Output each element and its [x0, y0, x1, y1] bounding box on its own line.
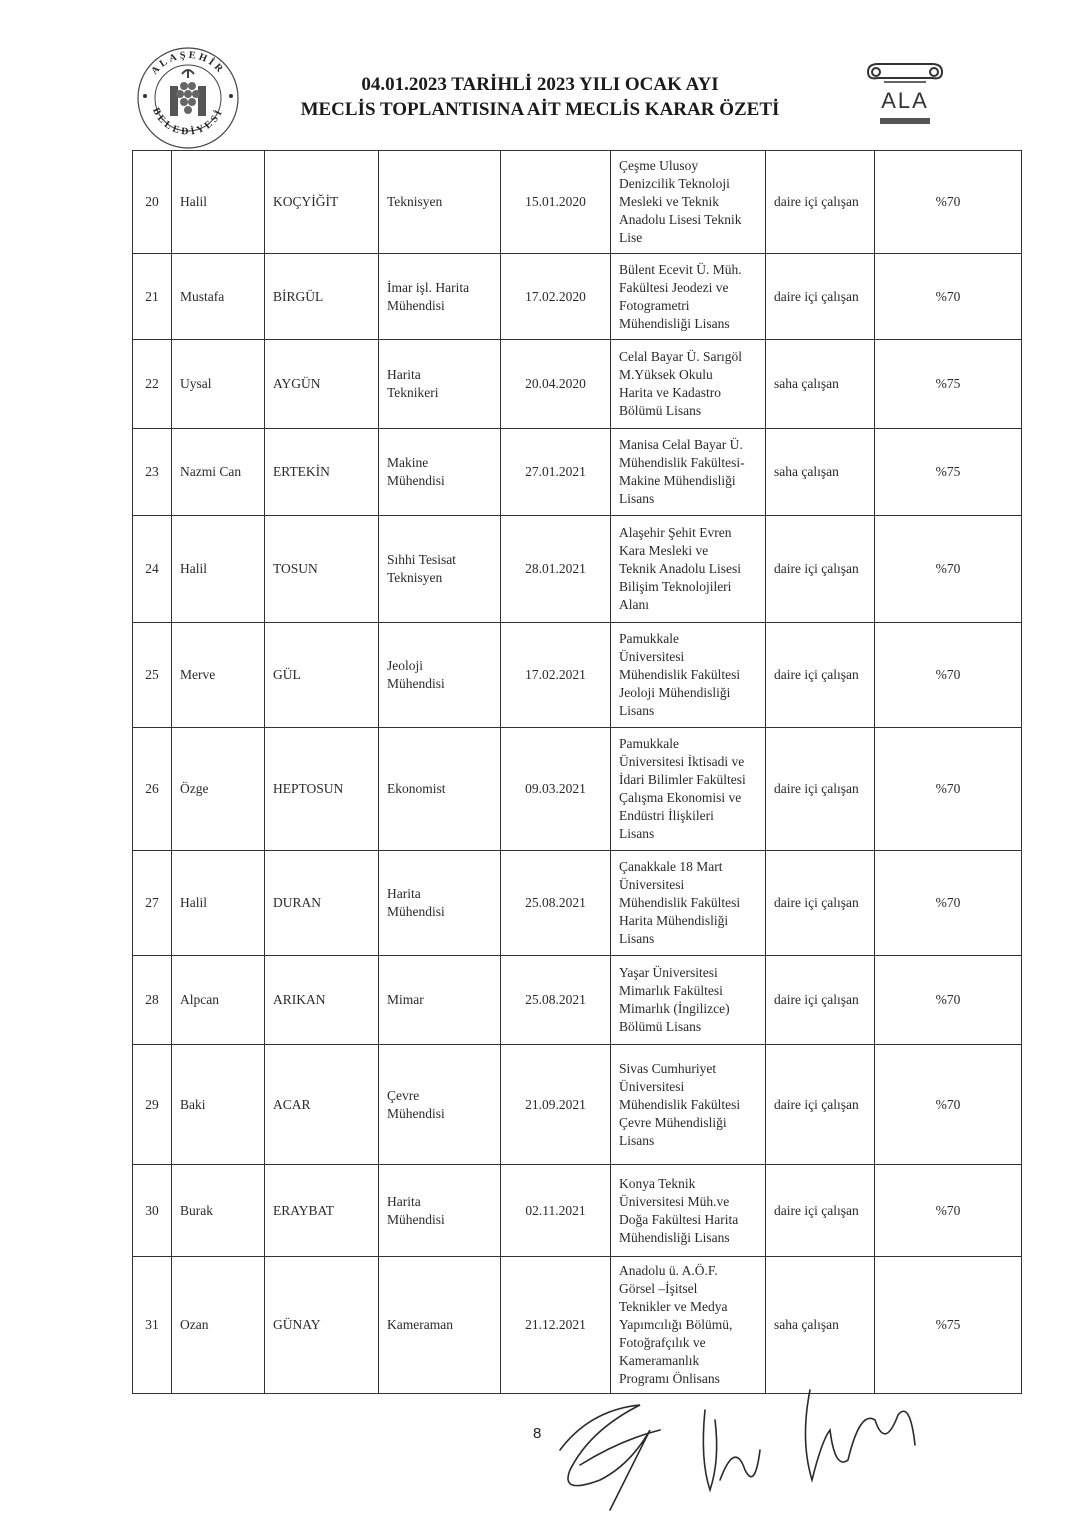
work-type-cell: daire içi çalışan [766, 516, 875, 623]
education-line: Harita Mühendisliği [619, 913, 729, 928]
education-line: Çanakkale 18 Mart [619, 859, 723, 874]
education-line: Teknik Anadolu Lisesi [619, 561, 742, 576]
education-cell [611, 851, 766, 956]
personnel-table [132, 150, 1022, 1394]
percentage-cell: %70 [875, 1045, 1022, 1165]
education-line: Fotoğrafçılık ve [619, 1335, 706, 1350]
education-line: Mimarlık Fakültesi [619, 983, 723, 998]
education-line: Üniversitesi İktisadi ve [619, 754, 745, 769]
last-name-cell: HEPTOSUN [265, 728, 379, 851]
document-title-line1: 04.01.2023 TARİHLİ 2023 YILI OCAK AYI [361, 74, 719, 95]
percentage-cell: %75 [875, 340, 1022, 429]
job-title-line: Teknisyen [387, 194, 443, 209]
last-name-cell: TOSUN [265, 516, 379, 623]
job-title-line: Harita [387, 1193, 421, 1209]
first-name-cell: Baki [172, 1045, 265, 1165]
table-row [133, 851, 1022, 956]
first-name-cell: Özge [172, 728, 265, 851]
education-line: Mühendislik Fakültesi [619, 667, 741, 682]
education-line: Üniversitesi [619, 649, 685, 664]
table-row [133, 151, 1022, 254]
work-type-cell: daire içi çalışan [766, 1165, 875, 1257]
table-row [133, 516, 1022, 623]
education-line: Anadolu Lisesi Teknik [619, 212, 742, 227]
education-line: Lisans [619, 826, 655, 841]
education-line: Kara Mesleki ve [619, 543, 709, 558]
education-line: Jeoloji Mühendisliği [619, 685, 731, 700]
education-line: Fotogrametri [619, 297, 690, 313]
last-name-cell: KOÇYİĞİT [265, 151, 379, 254]
education-line: Mimarlık (İngilizce) [619, 1001, 730, 1016]
percentage-cell: %70 [875, 623, 1022, 728]
row-number-cell: 22 [133, 340, 172, 429]
education-line: Lisans [619, 703, 655, 718]
row-number-cell: 20 [133, 151, 172, 254]
education-cell [611, 728, 766, 851]
first-name-cell: Halil [172, 151, 265, 254]
education-line: Çeşme Ulusoy [619, 158, 699, 173]
row-number-cell: 25 [133, 623, 172, 728]
job-title-line: Teknisyen [387, 570, 443, 585]
education-line: Yapımcılığı Bölümü, [619, 1317, 733, 1332]
first-name-cell: Merve [172, 623, 265, 728]
education-line: Kameramanlık [619, 1353, 700, 1368]
education-line: Görsel –İşitsel [619, 1281, 698, 1296]
job-title-cell [379, 516, 501, 623]
last-name-cell: ERTEKİN [265, 429, 379, 516]
education-line: Denizcilik Teknoloji [619, 176, 730, 191]
education-cell [611, 1165, 766, 1257]
job-title-line: Mühendisi [387, 1211, 445, 1227]
education-line: Bilişim Teknolojileri [619, 579, 732, 594]
job-title-line: Jeoloji [387, 658, 423, 673]
education-line: Mühendislik Fakültesi [619, 1096, 741, 1112]
education-line: Programı Önlisans [619, 1371, 720, 1386]
start-date-cell: 17.02.2020 [501, 254, 611, 340]
education-line: Mesleki ve Teknik [619, 194, 720, 209]
work-type-cell: saha çalışan [766, 1257, 875, 1394]
job-title-line: İmar işl. Harita [387, 279, 470, 295]
svg-text:ALAŞEHİR: ALAŞEHİR [149, 49, 227, 77]
percentage-cell: %70 [875, 956, 1022, 1045]
education-line: Bülent Ecevit Ü. Müh. [619, 261, 742, 277]
work-type-cell: daire içi çalışan [766, 851, 875, 956]
percentage-cell: %70 [875, 1165, 1022, 1257]
job-title-line: Kameraman [387, 1317, 453, 1332]
education-line: Manisa Celal Bayar Ü. [619, 437, 743, 452]
row-number-cell: 26 [133, 728, 172, 851]
job-title-cell [379, 340, 501, 429]
education-line: Üniversitesi [619, 877, 685, 892]
last-name-cell: GÜL [265, 623, 379, 728]
job-title-line: Çevre [387, 1087, 420, 1103]
start-date-cell: 17.02.2021 [501, 623, 611, 728]
education-line: Üniversitesi Müh.ve [619, 1193, 730, 1209]
job-title-cell [379, 1165, 501, 1257]
education-line: Anadolu ü. A.Ö.F. [619, 1263, 718, 1278]
education-line: Alaşehir Şehit Evren [619, 525, 732, 540]
education-line: Bölümü Lisans [619, 403, 702, 418]
start-date-cell: 02.11.2021 [501, 1165, 611, 1257]
first-name-cell: Halil [172, 516, 265, 623]
start-date-cell: 28.01.2021 [501, 516, 611, 623]
education-line: Lisans [619, 931, 655, 946]
education-cell [611, 1045, 766, 1165]
education-line: M.Yüksek Okulu [619, 367, 713, 382]
education-line: Lisans [619, 491, 655, 506]
start-date-cell: 09.03.2021 [501, 728, 611, 851]
education-line: Çevre Mühendisliği [619, 1114, 727, 1130]
education-line: Harita ve Kadastro [619, 385, 721, 400]
education-line: Lise [619, 230, 643, 245]
job-title-cell [379, 254, 501, 340]
education-line: Çalışma Ekonomisi ve [619, 790, 742, 805]
work-type-cell: daire içi çalışan [766, 254, 875, 340]
work-type-cell: daire içi çalışan [766, 728, 875, 851]
work-type-cell: saha çalışan [766, 429, 875, 516]
last-name-cell: ARIKAN [265, 956, 379, 1045]
education-cell [611, 254, 766, 340]
ala-column-logo [862, 62, 948, 132]
education-line: Konya Teknik [619, 1175, 696, 1191]
job-title-line: Sıhhi Tesisat [387, 552, 456, 567]
education-line: Endüstri İlişkileri [619, 808, 714, 823]
job-title-cell [379, 151, 501, 254]
page-number: 8 [533, 1425, 542, 1442]
education-line: Pamukkale [619, 631, 679, 646]
start-date-cell: 21.12.2021 [501, 1257, 611, 1394]
personnel-table-body [133, 151, 1022, 1394]
start-date-cell: 15.01.2020 [501, 151, 611, 254]
education-cell [611, 623, 766, 728]
start-date-cell: 25.08.2021 [501, 956, 611, 1045]
municipality-seal-logo [134, 44, 242, 152]
percentage-cell: %70 [875, 728, 1022, 851]
first-name-cell: Nazmi Can [172, 429, 265, 516]
last-name-cell: DURAN [265, 851, 379, 956]
work-type-cell: daire içi çalışan [766, 1045, 875, 1165]
education-cell [611, 151, 766, 254]
education-line: Yaşar Üniversitesi [619, 965, 718, 980]
svg-text:ALA: ALA [881, 88, 929, 113]
work-type-cell: daire içi çalışan [766, 623, 875, 728]
percentage-cell: %70 [875, 151, 1022, 254]
job-title-line: Harita [387, 367, 421, 382]
row-number-cell: 27 [133, 851, 172, 956]
row-number-cell: 29 [133, 1045, 172, 1165]
job-title-cell [379, 429, 501, 516]
first-name-cell: Halil [172, 851, 265, 956]
job-title-line: Teknikeri [387, 385, 439, 400]
svg-text:BELEDİYESİ: BELEDİYESİ [150, 106, 226, 138]
first-name-cell: Burak [172, 1165, 265, 1257]
education-line: Üniversitesi [619, 1078, 685, 1094]
education-line: İdari Bilimler Fakültesi [619, 772, 746, 787]
last-name-cell: BİRGÜL [265, 254, 379, 340]
last-name-cell: GÜNAY [265, 1257, 379, 1394]
table-row [133, 1165, 1022, 1257]
education-cell [611, 429, 766, 516]
job-title-line: Mühendisi [387, 1105, 445, 1121]
education-line: Makine Mühendisliği [619, 473, 736, 488]
job-title-line: Mühendisi [387, 473, 445, 488]
first-name-cell: Ozan [172, 1257, 265, 1394]
job-title-cell [379, 623, 501, 728]
percentage-cell: %70 [875, 516, 1022, 623]
education-line: Celal Bayar Ü. Sarıgöl [619, 349, 742, 364]
first-name-cell: Mustafa [172, 254, 265, 340]
job-title-line: Ekonomist [387, 781, 446, 796]
education-cell [611, 340, 766, 429]
job-title-cell [379, 956, 501, 1045]
job-title-cell [379, 728, 501, 851]
percentage-cell: %75 [875, 1257, 1022, 1394]
table-row [133, 623, 1022, 728]
table-row [133, 429, 1022, 516]
education-line: Pamukkale [619, 736, 679, 751]
education-line: Bölümü Lisans [619, 1019, 702, 1034]
start-date-cell: 21.09.2021 [501, 1045, 611, 1165]
work-type-cell: daire içi çalışan [766, 151, 875, 254]
start-date-cell: 20.04.2020 [501, 340, 611, 429]
education-line: Mühendislik Fakültesi- [619, 455, 745, 470]
education-line: Mühendislik Fakültesi [619, 895, 741, 910]
job-title-line: Mühendisi [387, 904, 445, 919]
percentage-cell: %75 [875, 429, 1022, 516]
job-title-cell [379, 851, 501, 956]
first-name-cell: Uysal [172, 340, 265, 429]
education-line: Mühendisliği Lisans [619, 1229, 730, 1245]
row-number-cell: 24 [133, 516, 172, 623]
last-name-cell: ACAR [265, 1045, 379, 1165]
work-type-cell: daire içi çalışan [766, 956, 875, 1045]
job-title-line: Harita [387, 886, 421, 901]
row-number-cell: 21 [133, 254, 172, 340]
percentage-cell: %70 [875, 851, 1022, 956]
job-title-line: Mühendisi [387, 676, 445, 691]
last-name-cell: AYGÜN [265, 340, 379, 429]
job-title-cell [379, 1257, 501, 1394]
start-date-cell: 25.08.2021 [501, 851, 611, 956]
education-cell [611, 516, 766, 623]
table-row [133, 956, 1022, 1045]
table-row [133, 254, 1022, 340]
education-line: Alanı [619, 597, 649, 612]
education-line: Teknikler ve Medya [619, 1299, 728, 1314]
last-name-cell: ERAYBAT [265, 1165, 379, 1257]
work-type-cell: saha çalışan [766, 340, 875, 429]
table-row [133, 1045, 1022, 1165]
education-line: Doğa Fakültesi Harita [619, 1211, 739, 1227]
education-cell [611, 956, 766, 1045]
handwritten-signatures [530, 1370, 950, 1520]
education-line: Lisans [619, 1132, 655, 1148]
job-title-line: Mimar [387, 992, 424, 1007]
start-date-cell: 27.01.2021 [501, 429, 611, 516]
education-line: Fakültesi Jeodezi ve [619, 279, 729, 295]
row-number-cell: 30 [133, 1165, 172, 1257]
table-row [133, 340, 1022, 429]
job-title-line: Mühendisi [387, 297, 445, 313]
row-number-cell: 28 [133, 956, 172, 1045]
education-line: Mühendisliği Lisans [619, 315, 730, 331]
job-title-line: Makine [387, 455, 429, 470]
percentage-cell: %70 [875, 254, 1022, 340]
job-title-cell [379, 1045, 501, 1165]
row-number-cell: 31 [133, 1257, 172, 1394]
education-line: Sivas Cumhuriyet [619, 1060, 717, 1076]
document-title-line2: MECLİS TOPLANTISINA AİT MECLİS KARAR ÖZETİ [300, 99, 780, 120]
row-number-cell: 23 [133, 429, 172, 516]
table-row [133, 728, 1022, 851]
first-name-cell: Alpcan [172, 956, 265, 1045]
